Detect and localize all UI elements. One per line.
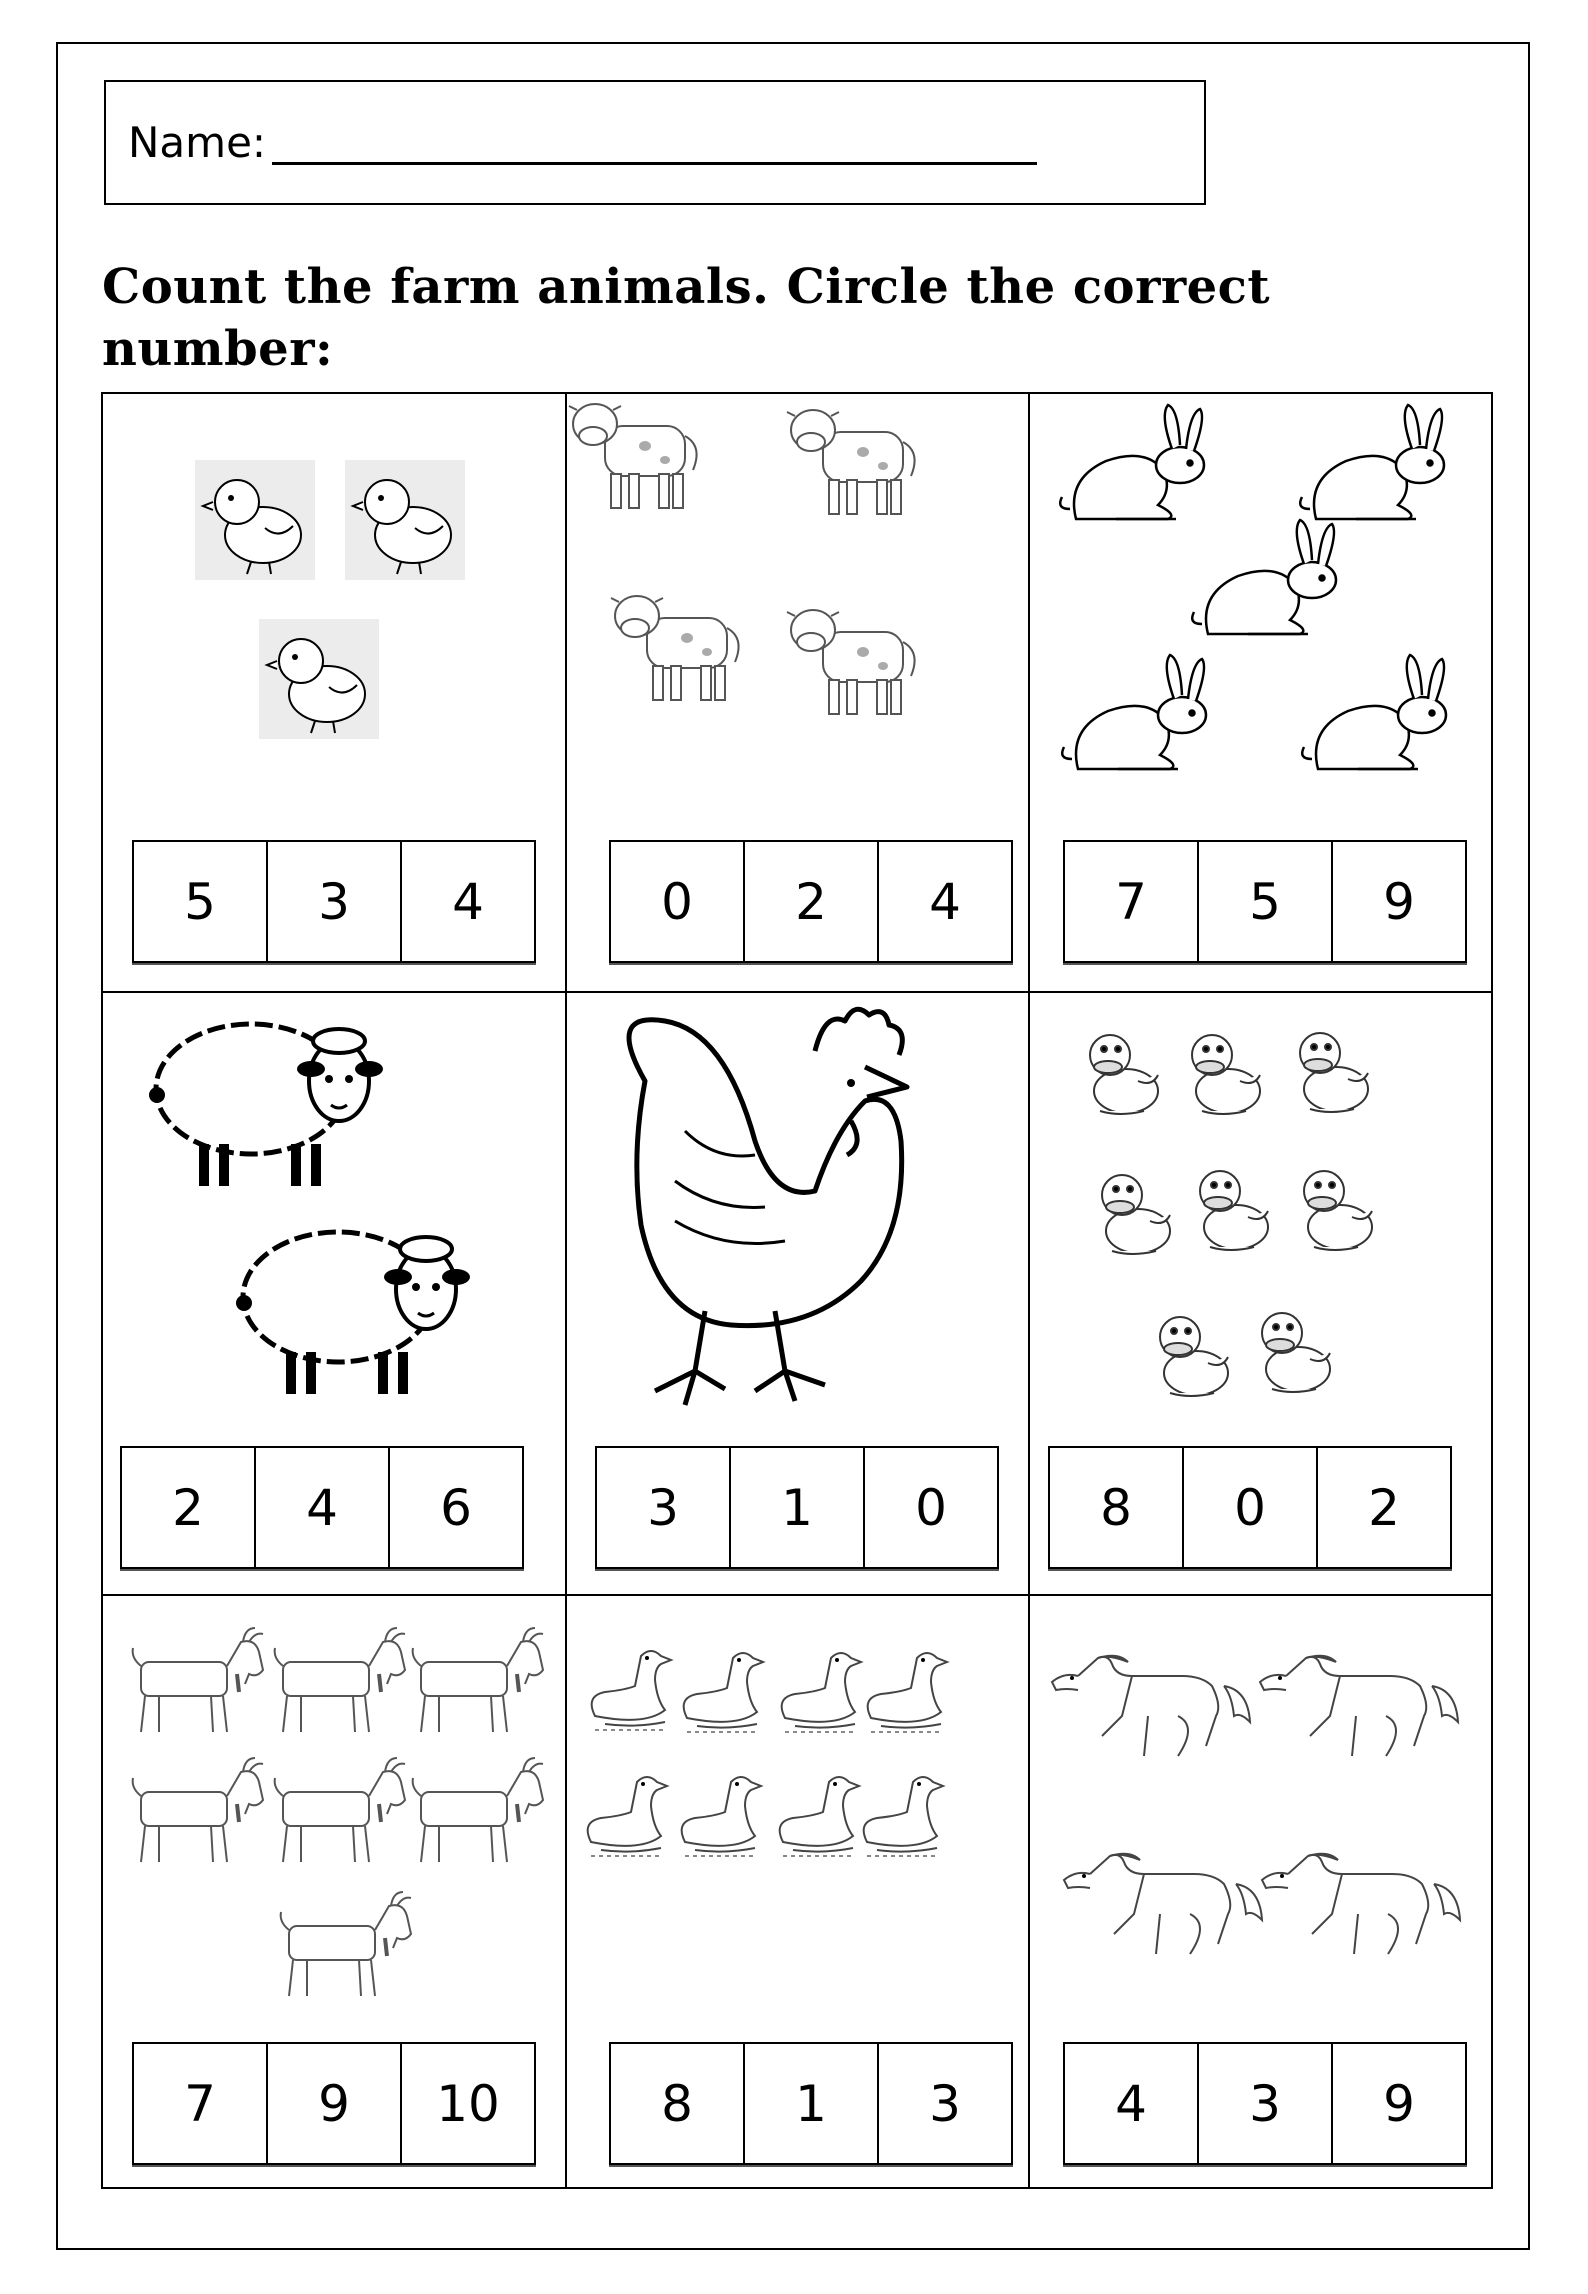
answer-option[interactable]: 2 — [743, 842, 877, 961]
answer-option[interactable]: 6 — [388, 1448, 522, 1567]
duck-icon — [1300, 1033, 1368, 1112]
name-input-line[interactable] — [272, 162, 1037, 165]
answer-row-goats — [132, 2042, 536, 2165]
grid-cell-cows — [565, 394, 1028, 991]
answer-option[interactable]: 5 — [1197, 842, 1331, 961]
rabbit-icon — [1192, 520, 1336, 634]
goose-icon — [684, 1653, 763, 1732]
answer-option[interactable]: 3 — [266, 842, 400, 961]
counting-grid — [101, 392, 1493, 2189]
cow-icon — [787, 610, 915, 714]
goat-icon — [133, 1628, 263, 1732]
answer-row-chicks — [132, 840, 536, 963]
answer-option[interactable]: 1 — [729, 1448, 863, 1567]
goat-icon — [275, 1628, 405, 1732]
answer-row-ducks — [1048, 1446, 1452, 1569]
answer-option[interactable]: 2 — [1316, 1448, 1450, 1567]
goose-icon — [864, 1777, 943, 1856]
ducks-illustration — [1028, 991, 1493, 1421]
grid-cell-rabbits — [1028, 394, 1493, 991]
rabbit-icon — [1062, 655, 1206, 769]
answer-row-sheep — [120, 1446, 524, 1569]
answer-option[interactable]: 9 — [1331, 2044, 1465, 2163]
answer-option[interactable]: 0 — [661, 872, 693, 931]
duck-icon — [1160, 1317, 1228, 1396]
horse-icon — [1260, 1656, 1458, 1756]
answer-option[interactable]: 8 — [661, 2074, 693, 2133]
duck-icon — [1090, 1035, 1158, 1114]
chick-icon — [195, 460, 315, 580]
goose-icon — [782, 1653, 861, 1732]
name-label: Name: — [128, 118, 267, 167]
horse-icon — [1262, 1854, 1460, 1954]
answer-row-geese — [609, 2042, 1013, 2165]
name-box — [104, 80, 1206, 205]
horse-icon — [1052, 1656, 1250, 1756]
answer-option[interactable]: 5 — [184, 872, 216, 931]
instructions-heading: Count the farm animals. Circle the correct number: — [102, 259, 1271, 377]
goat-icon — [413, 1628, 543, 1732]
answer-option[interactable]: 10 — [400, 2044, 534, 2163]
answer-option[interactable]: 2 — [172, 1478, 204, 1537]
goose-icon — [682, 1777, 761, 1856]
geese-illustration — [565, 1594, 1028, 2014]
answer-option[interactable]: 3 — [1197, 2044, 1331, 2163]
answer-option[interactable]: 9 — [1331, 842, 1465, 961]
horse-icon — [1064, 1854, 1262, 1954]
chick-icon — [259, 619, 379, 739]
rabbits-illustration — [1028, 394, 1493, 814]
grid-cell-chicks — [103, 394, 565, 991]
grid-cell-ducks — [1028, 991, 1493, 1594]
goats-illustration — [103, 1594, 565, 2014]
rabbit-icon — [1060, 405, 1204, 519]
answer-option[interactable]: 3 — [877, 2044, 1011, 2163]
answer-option[interactable]: 0 — [863, 1448, 997, 1567]
duck-icon — [1304, 1171, 1372, 1250]
goat-icon — [275, 1758, 405, 1862]
answer-option[interactable]: 7 — [1115, 872, 1147, 931]
duck-icon — [1200, 1171, 1268, 1250]
horses-illustration — [1028, 1594, 1493, 2014]
grid-cell-hen — [565, 991, 1028, 1594]
goose-icon — [868, 1653, 947, 1732]
cows-illustration — [565, 394, 1028, 814]
duck-icon — [1192, 1035, 1260, 1114]
goose-icon — [588, 1777, 667, 1856]
duck-icon — [1262, 1313, 1330, 1392]
answer-option[interactable]: 8 — [1100, 1478, 1132, 1537]
grid-cell-goats — [103, 1594, 565, 2191]
sheep-icon — [236, 1232, 470, 1394]
answer-option[interactable]: 1 — [743, 2044, 877, 2163]
cow-icon — [787, 410, 915, 514]
answer-option[interactable]: 7 — [184, 2074, 216, 2133]
answer-option[interactable]: 0 — [1182, 1448, 1316, 1567]
goat-icon — [281, 1892, 411, 1996]
answer-row-rabbits — [1063, 840, 1467, 963]
answer-option[interactable]: 4 — [254, 1448, 388, 1567]
sheep-illustration — [103, 991, 565, 1421]
goose-icon — [592, 1651, 671, 1730]
hen-illustration — [565, 991, 1028, 1421]
answer-option[interactable]: 9 — [266, 2044, 400, 2163]
cow-icon — [611, 596, 739, 700]
answer-option[interactable]: 4 — [877, 842, 1011, 961]
answer-option[interactable]: 4 — [1115, 2074, 1147, 2133]
goose-icon — [780, 1777, 859, 1856]
grid-cell-sheep — [103, 991, 565, 1594]
goat-icon — [133, 1758, 263, 1862]
goat-icon — [413, 1758, 543, 1862]
chicks-illustration — [103, 394, 565, 814]
answer-row-horses — [1063, 2042, 1467, 2165]
answer-row-hen — [595, 1446, 999, 1569]
rabbit-icon — [1300, 405, 1444, 519]
rabbit-icon — [1302, 655, 1446, 769]
answer-option[interactable]: 4 — [400, 842, 534, 961]
duck-icon — [1102, 1175, 1170, 1254]
grid-cell-geese — [565, 1594, 1028, 2191]
sheep-icon — [149, 1024, 383, 1186]
answer-row-cows — [609, 840, 1013, 963]
chick-icon — [345, 460, 465, 580]
hen-icon — [629, 1009, 907, 1405]
answer-option[interactable]: 3 — [647, 1478, 679, 1537]
cow-icon — [569, 404, 697, 508]
grid-cell-horses — [1028, 1594, 1493, 2191]
